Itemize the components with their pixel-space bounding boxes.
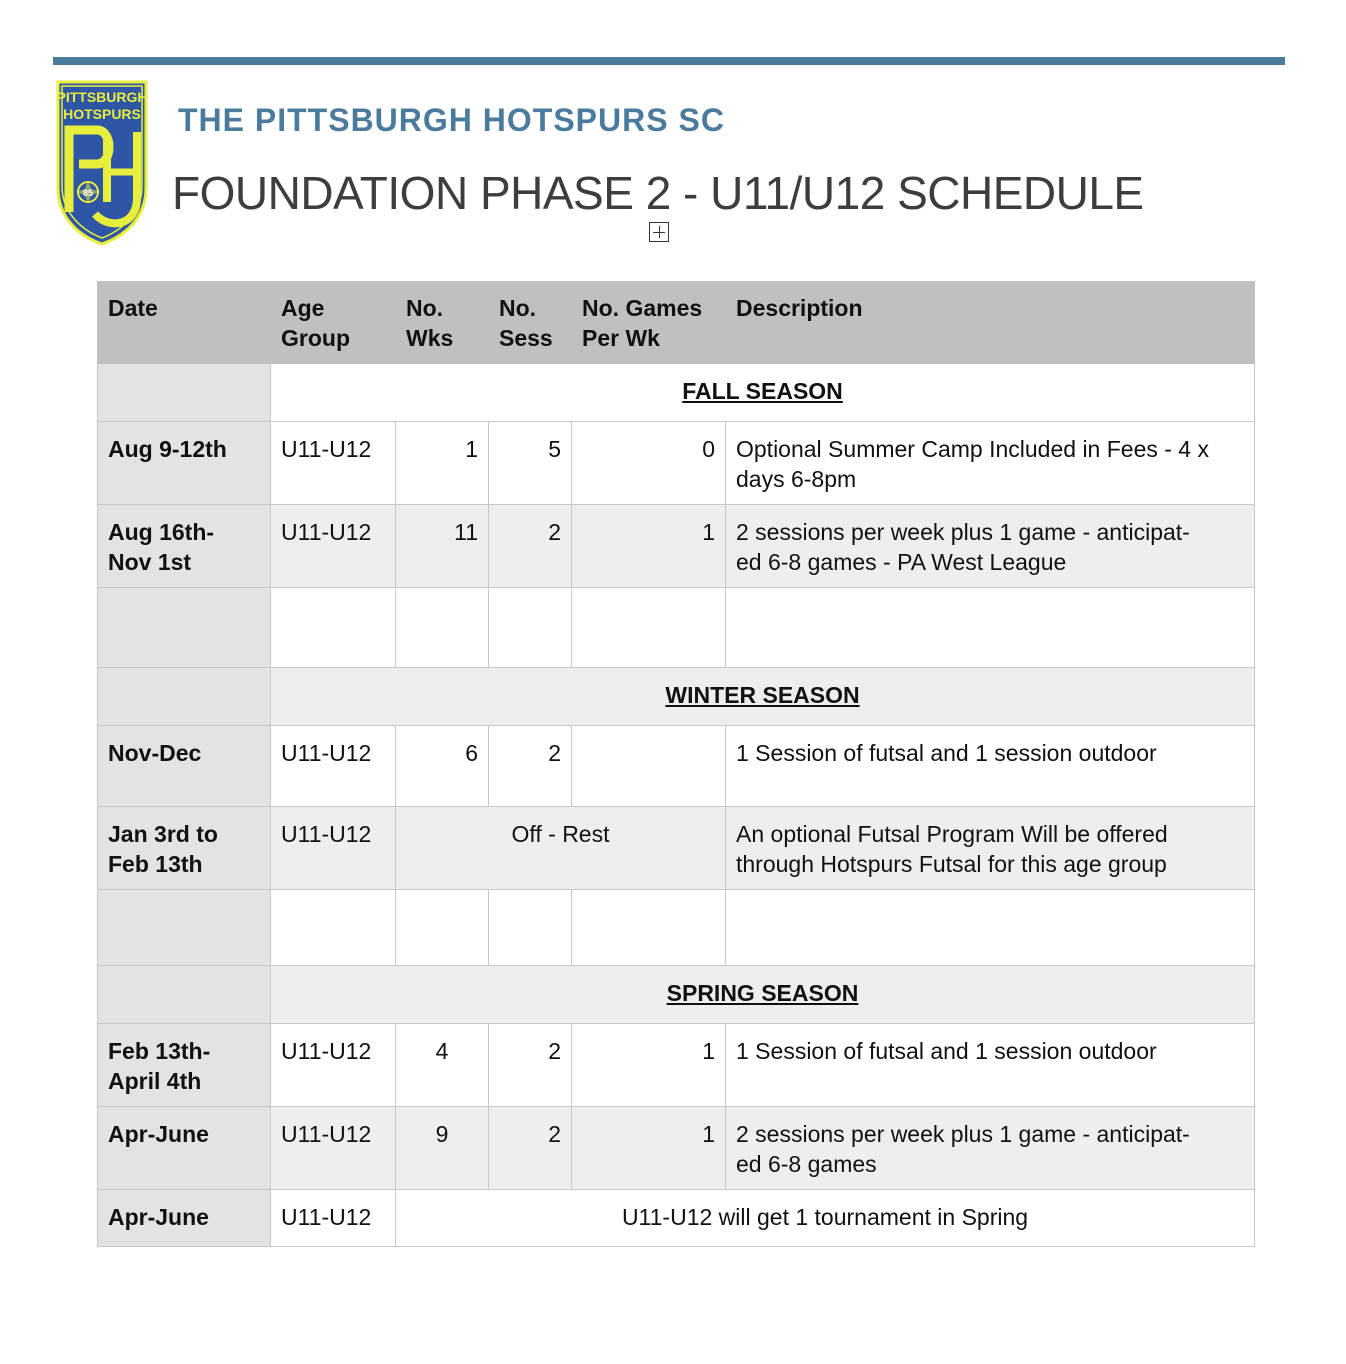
spring-season-title: SPRING SEASON xyxy=(271,966,1255,1024)
crest-year-text: 85 xyxy=(82,188,94,198)
document-title: FOUNDATION PHASE 2 - U11/U12 SCHEDULE xyxy=(172,167,1144,219)
row-date: Feb 13th- April 4th xyxy=(98,1024,271,1107)
table-header-row xyxy=(98,282,1255,364)
row-description: 1 Session of futsal and 1 session outdoor xyxy=(726,1024,1255,1107)
row-games: 1 xyxy=(572,1107,726,1190)
row-description: Optional Summer Camp Included in Fees - 4 x days 6-8pm xyxy=(726,422,1255,505)
table-row xyxy=(98,807,1255,890)
header-age-group: Age Group xyxy=(271,282,396,364)
row-games: 1 xyxy=(572,505,726,588)
row-date: Nov-Dec xyxy=(98,726,271,807)
winter-season-row xyxy=(98,668,1255,726)
row-sessions: 2 xyxy=(489,505,572,588)
empty-row xyxy=(98,588,1255,668)
table-row xyxy=(98,726,1255,807)
row-sessions: 5 xyxy=(489,422,572,505)
crest-top-text-line1: PITTSBURGH xyxy=(56,89,148,105)
table-cell xyxy=(489,588,572,668)
row-sessions: 2 xyxy=(489,1107,572,1190)
row-games: 0 xyxy=(572,422,726,505)
empty-row xyxy=(98,890,1255,966)
row-date: Aug 16th- Nov 1st xyxy=(98,505,271,588)
table-cell xyxy=(98,364,271,422)
table-cell xyxy=(726,588,1255,668)
table-cell xyxy=(572,588,726,668)
table-cell xyxy=(98,966,271,1024)
club-crest-logo xyxy=(55,80,149,246)
header-top-rule xyxy=(53,57,1285,65)
row-date: Apr-June xyxy=(98,1107,271,1190)
row-description: 1 Session of futsal and 1 session outdoor xyxy=(726,726,1255,807)
row-weeks: 1 xyxy=(396,422,489,505)
table-cell xyxy=(726,890,1255,966)
row-date: Aug 9-12th xyxy=(98,422,271,505)
table-cell xyxy=(98,588,271,668)
table-cell xyxy=(271,890,396,966)
fall-season-title: FALL SEASON xyxy=(271,364,1255,422)
header-date: Date xyxy=(98,282,271,364)
table-cell xyxy=(396,890,489,966)
row-age-group: U11-U12 xyxy=(271,1024,396,1107)
header-sessions: No. Sess xyxy=(489,282,572,364)
table-row xyxy=(98,1107,1255,1190)
table-row xyxy=(98,1190,1255,1247)
table-row xyxy=(98,505,1255,588)
table-cell xyxy=(489,890,572,966)
row-weeks: 9 xyxy=(396,1107,489,1190)
row-age-group: U11-U12 xyxy=(271,422,396,505)
row-age-group: U11-U12 xyxy=(271,505,396,588)
table-row xyxy=(98,1024,1255,1107)
header-description: Description xyxy=(726,282,1255,364)
row-weeks: 11 xyxy=(396,505,489,588)
row-games: 1 xyxy=(572,1024,726,1107)
fall-season-row xyxy=(98,364,1255,422)
schedule-table xyxy=(97,281,1255,1247)
row-age-group: U11-U12 xyxy=(271,1107,396,1190)
row-games xyxy=(572,726,726,807)
spring-season-row xyxy=(98,966,1255,1024)
table-move-handle-icon[interactable] xyxy=(649,222,669,242)
table-cell xyxy=(98,890,271,966)
row-weeks: 4 xyxy=(396,1024,489,1107)
row-age-group: U11-U12 xyxy=(271,1190,396,1247)
table-cell xyxy=(98,668,271,726)
table-row xyxy=(98,422,1255,505)
crest-top-text-line2: HOTSPURS xyxy=(63,106,141,122)
table-cell xyxy=(271,588,396,668)
row-age-group: U11-U12 xyxy=(271,807,396,890)
row-sessions: 2 xyxy=(489,1024,572,1107)
row-date: Apr-June xyxy=(98,1190,271,1247)
header-games-per-week: No. Games Per Wk xyxy=(572,282,726,364)
row-weeks: 6 xyxy=(396,726,489,807)
header-weeks: No. Wks xyxy=(396,282,489,364)
row-description: An optional Futsal Program Will be offered through Hotspurs Futsal for this age group xyxy=(726,807,1255,890)
row-description: 2 sessions per week plus 1 game - anticipat- ed 6-8 games - PA West League xyxy=(726,505,1255,588)
row-date: Jan 3rd to Feb 13th xyxy=(98,807,271,890)
row-merged-note: U11-U12 will get 1 tournament in Spring xyxy=(396,1190,1255,1247)
row-sessions: 2 xyxy=(489,726,572,807)
table-cell xyxy=(396,588,489,668)
table-cell xyxy=(572,890,726,966)
row-description: 2 sessions per week plus 1 game - anticipat- ed 6-8 games xyxy=(726,1107,1255,1190)
row-merged-note: Off - Rest xyxy=(396,807,726,890)
winter-season-title: WINTER SEASON xyxy=(271,668,1255,726)
row-age-group: U11-U12 xyxy=(271,726,396,807)
organization-name: THE PITTSBURGH HOTSPURS SC xyxy=(178,102,725,138)
